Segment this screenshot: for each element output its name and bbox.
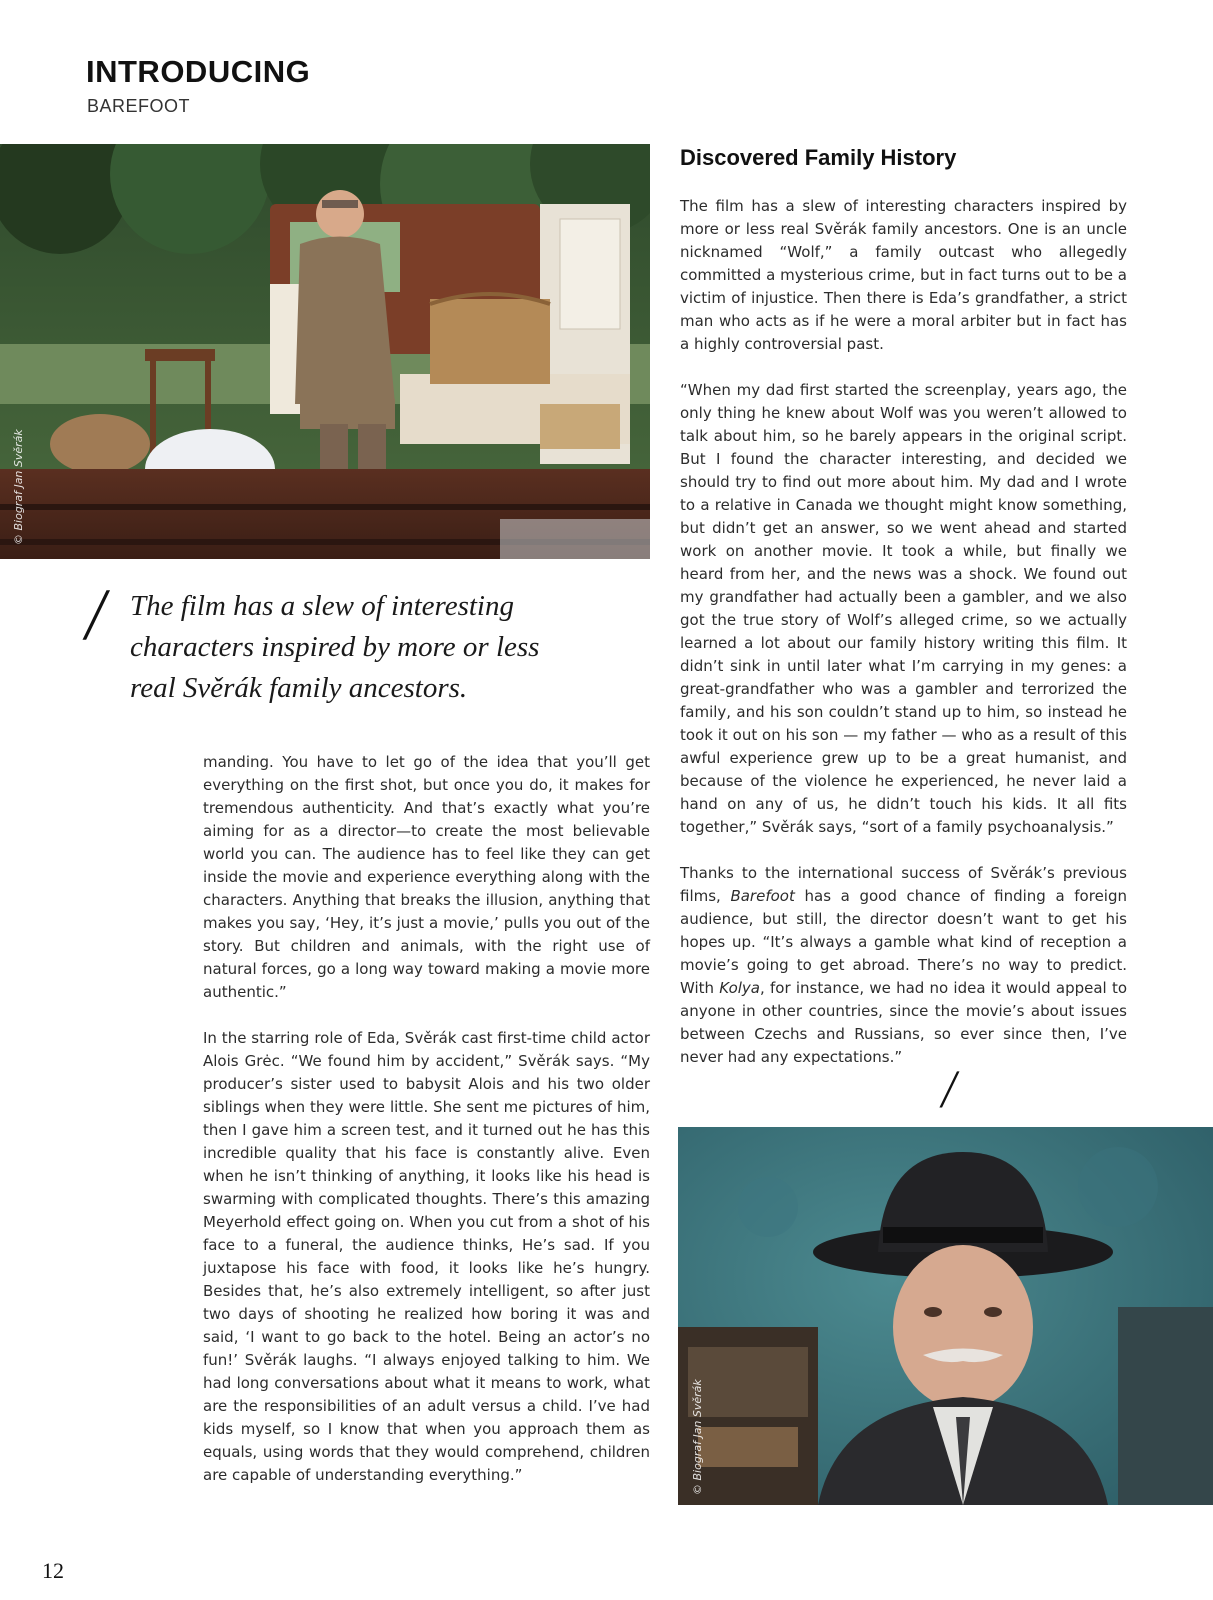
- subheading: Discovered Family History: [680, 145, 957, 170]
- pull-quote-line-2: characters inspired by more or less: [130, 631, 540, 663]
- photo-old-man-hat: [678, 1127, 1213, 1505]
- right-column: [680, 195, 1127, 1069]
- left-paragraph-1: manding. You have to let go of the idea that you’ll get everything on the first shot, but once you do, it makes for tremendous authenticity. And that’s exactly what you’re aiming for as a director—to create the most believable world you can. The audience has to feel like they can get inside the movie and experience everything along with the characters. Anything that breaks the illusion, anything that makes you say, ‘Hey, it’s just a movie,’ pulls you out of the story. But children and animals, with the right use of natural forces, go a long way toward making a movie more authentic.”: [203, 753, 650, 1001]
- page-number: 12: [42, 1558, 64, 1583]
- closing-slash: /: [937, 1059, 962, 1119]
- pull-quote: [130, 586, 630, 709]
- pull-quote-line-3: real Svěrák family ancestors.: [130, 672, 468, 704]
- right-paragraph-3: [680, 862, 1127, 1069]
- pull-quote-slash: /: [80, 574, 113, 656]
- film-title-barefoot: Barefoot: [730, 887, 795, 905]
- film-title-kolya: Kolya: [719, 979, 760, 997]
- photo-man-on-cart: [0, 144, 650, 559]
- left-column: [203, 751, 650, 1487]
- section-subtitle: BAREFOOT: [87, 96, 191, 116]
- p3-text-c: , for instance, we had no idea it would appeal to anyone in other countries, since the movie’s about issues between Czechs and Russians, so ever since then, I’ve never had any expectations.”: [680, 979, 1127, 1066]
- p3-text-a: Thanks to the international success of Svěrák’s previous films,: [680, 864, 1127, 905]
- right-paragraph-2: “When my dad first started the screenplay, years ago, the only thing he knew about Wolf was you weren’t allowed to talk about him, so he barely appears in the original script. But I found the character interesting, and decided we should try to find out more about him. My dad and I wrote to a relative in Canada we thought might know something, but didn’t get an answer, so we went ahead and started work on another movie. It took a while, but finally we heard from her, and the news was a shock. We found out my grandfather had actually been a gambler, and we also got the true story of Wolf’s alleged crime, so we actually learned a lot about our family history writing this film. It didn’t sink in until later what I’m carrying in my genes: a great-grandfather who was a gambler and terrorized the family, and his son couldn’t stand up to him, so instead he took it out on his son — my father — who as a result of this awful experience grew up to be a great humanist, and because of the violence he experienced, he never laid a hand on any of us, he didn’t touch his kids. It all fits together,” Svěrák says, “sort of a family psychoanalysis.”: [680, 381, 1127, 836]
- p3-text-b: has a good chance of finding a foreign audience, but still, the director doesn’t want to get his hopes up. “It’s always a gamble what kind of reception a movie’s going to get abroad. There’s no way to predict. With: [680, 887, 1127, 997]
- photo-credit-bottom: © Biograf Jan Svěrák: [691, 1379, 704, 1495]
- section-title: INTRODUCING: [86, 54, 311, 89]
- left-paragraph-2: In the starring role of Eda, Svěrák cast first-time child actor Alois Grėc. “We found him by accident,” Svěrák says. “My producer’s sister used to babysit Alois and his two older siblings when they were little. She sent me pictures of him, then I gave him a screen test, and it turned out he has this incredible quality that his face is constantly alive. Even when he isn’t thinking of anything, it looks like his head is swarming with complicated thoughts. There’s this amazing Meyerhold effect going on. When you cut from a shot of his face to a funeral, the audience thinks, He’s sad. If you juxtapose his face with food, it looks like he’s hungry. Besides that, he’s also extremely intelligent, so after just two days of shooting he realized how boring it was and said, ‘I want to go back to the hotel. Being an actor’s no fun!’ Svěrák laughs. “I always enjoyed talking to him. We had long conversations about what it means to work, what are the responsibilities of an adult versus a child. I’ve had kids myself, so I know that when you approach them as equals, using words that they would comprehend, children are capable of understanding everything.”: [203, 1029, 650, 1484]
- right-paragraph-1: The film has a slew of interesting characters inspired by more or less real Svěrák family ancestors. One is an uncle nicknamed “Wolf,” a family outcast who allegedly committed a mysterious crime, but in fact turns out to be a victim of injustice. Then there is Eda’s grandfather, a strict man who acts as if he were a moral arbiter but in fact has a highly controversial past.: [680, 197, 1127, 353]
- photo-credit-top: © Biograf Jan Svěrák: [12, 429, 25, 545]
- pull-quote-line-1: The film has a slew of interesting: [130, 590, 514, 622]
